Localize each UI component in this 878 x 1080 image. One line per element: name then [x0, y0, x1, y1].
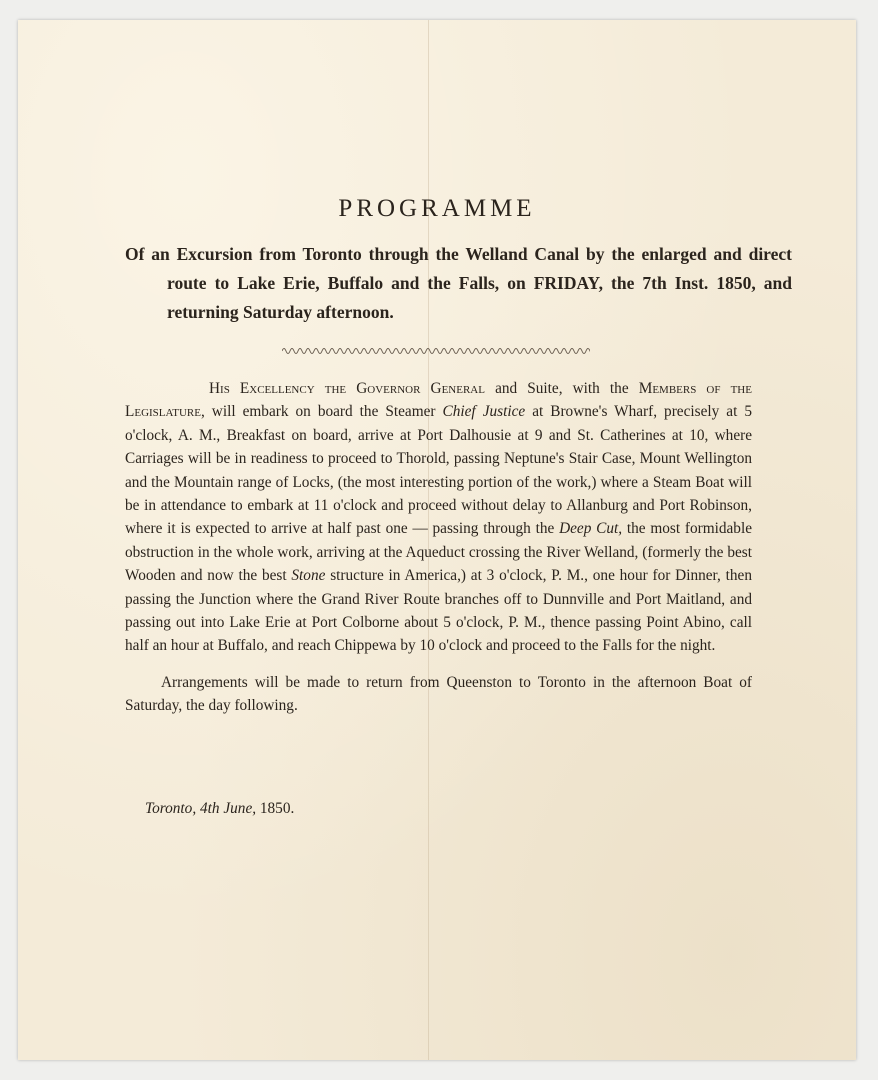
text-run: and Suite, with the	[484, 380, 639, 397]
text-run: , will embark on board the Steamer	[200, 403, 443, 421]
stone-word: Stone	[291, 567, 326, 585]
governor-general: His Excellency the Governor General	[209, 380, 485, 397]
dateline-year: 1850.	[256, 800, 295, 817]
subtitle-part-1: Of an Excursion from Toronto through the Welland Canal by the enlarged and direct route to Lake Erie, Buffalo and the Falls, on	[125, 244, 792, 293]
text-run: structure in America,) at 3 o'clock, P. M., one hour for Dinner, then passing the Junction where the Grand River Route branches off to Dunnville and Port Maitland, and passing out into Lake Erie at Port Colborne about 5 o'clock, P. M., thence passing Point Abino, call half an hour at Buffalo, and reach Chippewa by 10 o'clock and proceed to the Falls for the night.	[125, 567, 752, 655]
text-run: the most formidable obstruction in the whole work, arriving at the Aqueduct crossing the River Welland, (formerly the best Wooden and now the best	[125, 520, 752, 585]
wavy-divider	[282, 345, 590, 357]
subtitle	[125, 240, 792, 327]
text-run: at Browne's Wharf, precisely at 5 o'clock, A. M., Breakfast on board, arrive at Port Dalhousie at 9 and St. Catherines at 10, where Carriages will be in readiness to proceed to Thorold, passing Neptune's Stair Case, Mount Wellington and the Mountain range of Locks, (the most interesting portion of the work,) where a Steam Boat will be in attendance to embark at 11 o'clock and proceed without delay to Allanburg and Port Robinson, where it is expected to arrive at half past one — passing through the	[125, 403, 752, 538]
subtitle-day: FRIDAY	[533, 273, 599, 293]
dateline-place-date: Toronto, 4th June,	[145, 800, 257, 817]
steamer-name: Chief Justice	[442, 403, 526, 421]
dateline	[145, 800, 294, 818]
main-text	[125, 377, 752, 718]
members-of-legislature: Members of the Legislature	[125, 380, 752, 421]
page-title: PROGRAMME	[338, 195, 536, 222]
subtitle-part-2: , the 7th Inst. 1850, and returning Saturday afternoon.	[167, 273, 792, 322]
deep-cut: Deep Cut,	[559, 520, 623, 538]
paragraph-1	[125, 377, 752, 658]
paragraph-2: Arrangements will be made to return from Queenston to Toronto in the afternoon Boat of Saturday, the day following.	[125, 673, 752, 715]
